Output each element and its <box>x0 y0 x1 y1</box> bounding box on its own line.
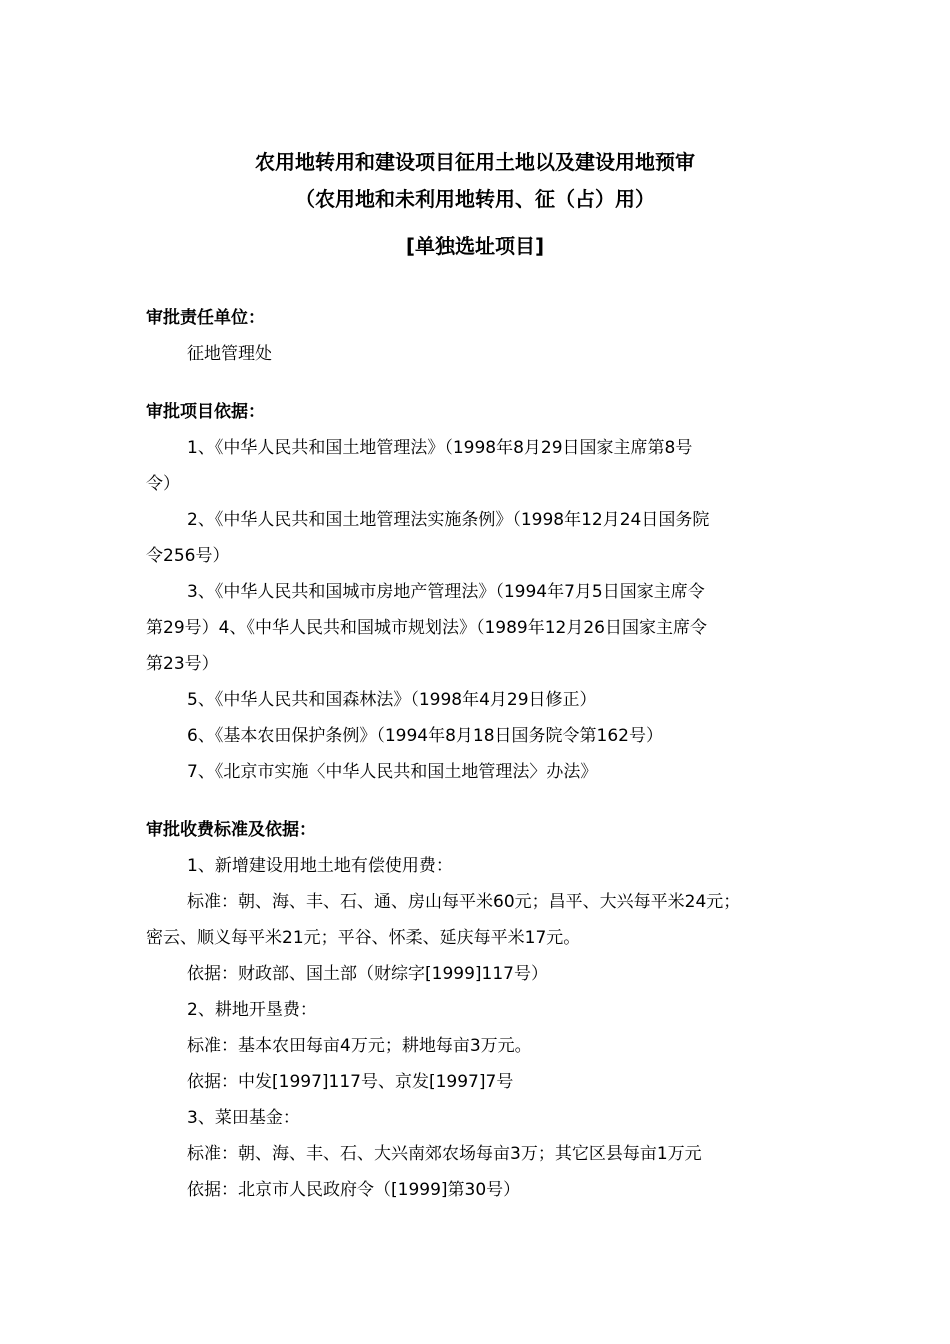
fees-line: 3、菜田基金： <box>187 1108 300 1128</box>
basis-line: 6、《基本农田保护条例》（1994年8月18日国务院令第162号） <box>187 726 663 746</box>
basis-heading: 审批项目依据： <box>146 402 265 422</box>
fees-line: 2、耕地开垦费： <box>187 1000 317 1020</box>
fees-line: 标准：基本农田每亩4万元；耕地每亩3万元。 <box>187 1036 532 1056</box>
fees-line: 1、新增建设用地土地有偿使用费： <box>187 856 453 876</box>
document-body <box>146 300 814 1208</box>
fees-line: 密云、顺义每平米21元；平谷、怀柔、延庆每平米17元。 <box>146 928 581 948</box>
fees-line: 标准：朝、海、丰、石、大兴南郊农场每亩3万；其它区县每亩1万元 <box>187 1144 702 1164</box>
basis-line: 2、《中华人民共和国土地管理法实施条例》（1998年12月24日国务院 <box>187 510 710 530</box>
basis-line: 令） <box>146 474 180 494</box>
basis-line: 3、《中华人民共和国城市房地产管理法》（1994年7月5日国家主席令 <box>187 582 705 602</box>
basis-line: 1、《中华人民共和国土地管理法》（1998年8月29日国家主席第8号 <box>187 438 693 458</box>
basis-line: 第23号） <box>146 654 219 674</box>
fees-line: 标准：朝、海、丰、石、通、房山每平米60元；昌平、大兴每平米24元； <box>187 892 741 912</box>
project-type-title: [单独选址项目] <box>405 234 545 258</box>
basis-line: 第29号）4、《中华人民共和国城市规划法》（1989年12月26日国家主席令 <box>146 618 707 638</box>
fees-line: 依据：北京市人民政府令（[1999]第30号） <box>187 1180 521 1200</box>
basis-line: 令256号） <box>146 546 230 566</box>
basis-line: 5、《中华人民共和国森林法》（1998年4月29日修正） <box>187 690 597 710</box>
basis-line: 7、《北京市实施〈中华人民共和国土地管理法〉办法》 <box>187 762 598 782</box>
document-title: 农用地转用和建设项目征用土地以及建设用地预审 <box>255 150 695 174</box>
fees-line: 依据：财政部、国土部（财综字[1999]117号） <box>187 964 548 984</box>
fees-heading: 审批收费标准及依据： <box>146 820 316 840</box>
document-subtitle: （农用地和未利用地转用、征（占）用） <box>295 187 655 211</box>
responsible-unit-heading: 审批责任单位： <box>146 308 265 328</box>
fees-line: 依据：中发[1997]117号、京发[1997]7号 <box>187 1072 514 1092</box>
responsible-unit-value: 征地管理处 <box>187 344 272 364</box>
